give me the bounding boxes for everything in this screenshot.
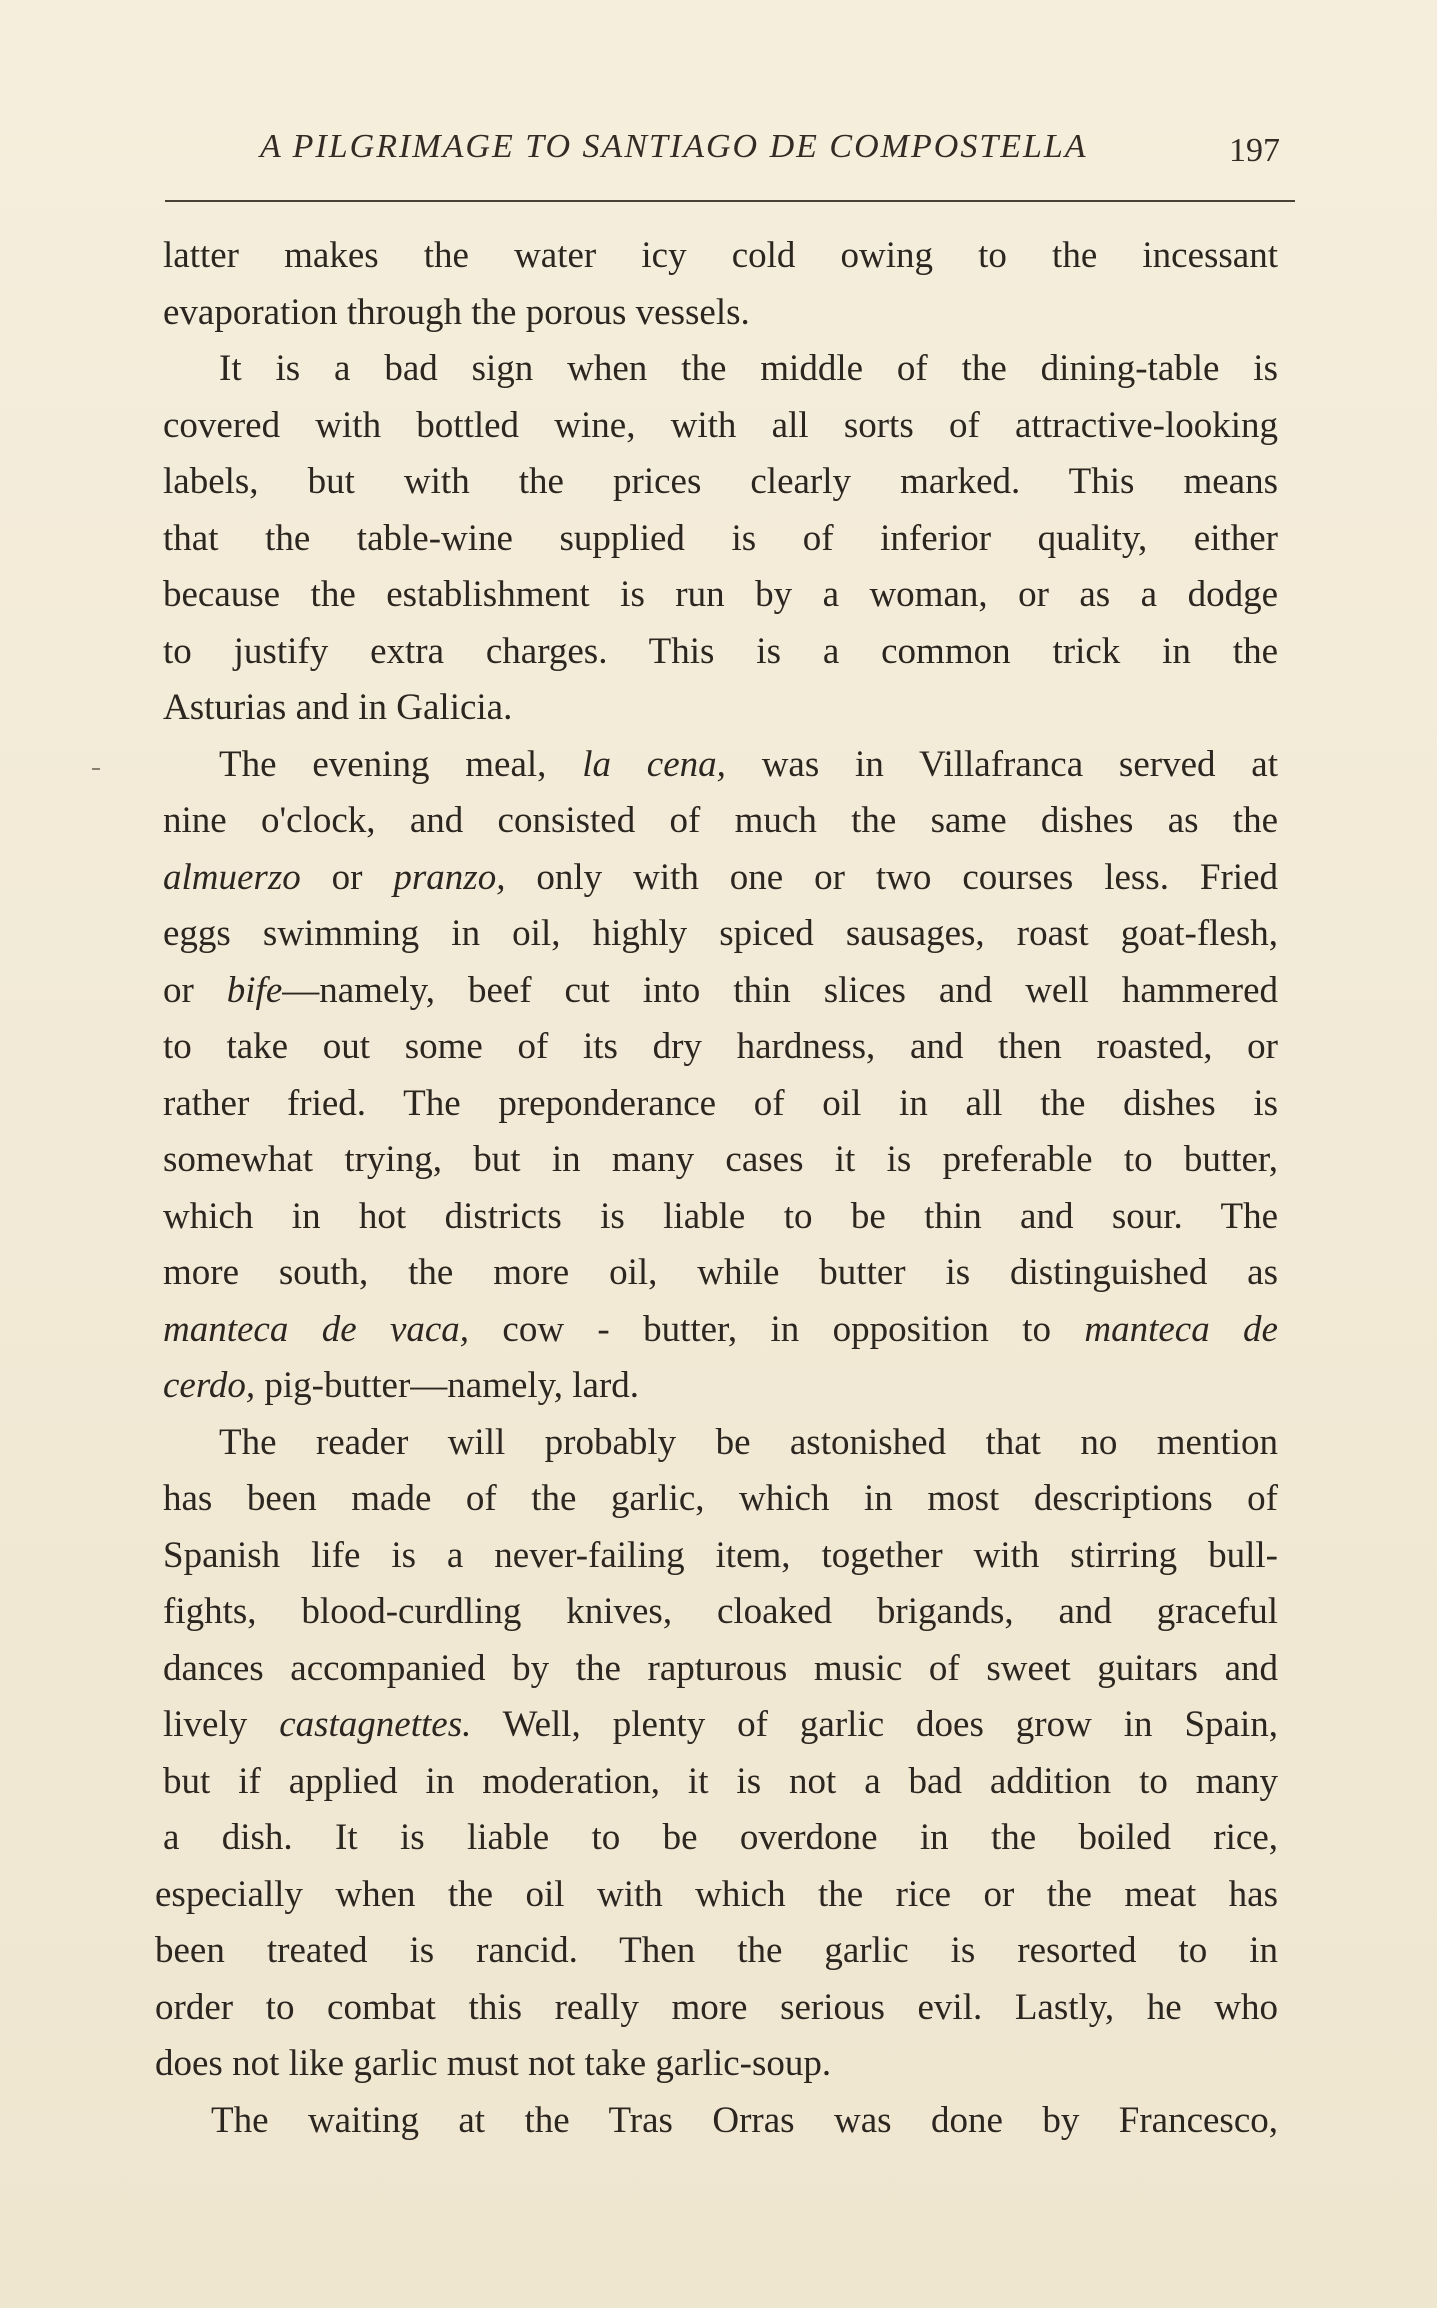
italic-term: bife (226, 969, 283, 1011)
text-line (163, 1358, 1278, 1415)
text-line: more south, the more oil, while butter is distinguished as (163, 1252, 1278, 1293)
text-line: latter makes the water icy cold owing to the incessant (163, 235, 1278, 276)
body-text (155, 228, 1278, 2149)
text-line: somewhat trying, but in many cases it is preferable to butter, (163, 1139, 1278, 1180)
text-line: to take out some of its dry hardness, and then roasted, or (163, 1026, 1278, 1067)
italic-term: manteca de vaca, (163, 1308, 470, 1350)
text-line: to justify extra charges. This is a common trick in the (163, 630, 1278, 672)
running-head (240, 128, 1280, 178)
text-line: has been made of the garlic, which in most descriptions of (163, 1478, 1278, 1519)
italic-term: almuerzo (163, 856, 301, 898)
text-line: been treated is rancid. Then the garlic is resorted to in (155, 1930, 1278, 1971)
text-line (163, 737, 1278, 794)
text-line: rather fried. The preponderance of oil in all the dishes is (163, 1082, 1278, 1124)
text-segment: —namely, beef cut into thin slices and well hammered (282, 969, 1278, 1011)
text-line: fights, blood-curdling knives, cloaked brigands, and graceful (163, 1591, 1278, 1632)
page-number: 197 (1229, 132, 1280, 169)
text-line: a dish. It is liable to be overdone in the boiled rice, (163, 1817, 1278, 1858)
text-line: The waiting at the Tras Orras was done by Francesco, (211, 2099, 1278, 2141)
text-line (163, 1697, 1278, 1754)
margin-mark (92, 768, 100, 770)
text-line (163, 963, 1278, 1020)
running-title: A PILGRIMAGE TO SANTIAGO DE COMPOSTELLA (260, 128, 1088, 165)
text-line: Spanish life is a never-failing item, together with stirring bull- (163, 1534, 1278, 1576)
italic-term: la cena, (582, 743, 726, 785)
text-line: because the establishment is run by a woman, or as a dodge (163, 574, 1278, 615)
header-rule (165, 200, 1295, 202)
text-segment: or (163, 969, 227, 1011)
text-line: dances accompanied by the rapturous music of sweet guitars and (163, 1647, 1278, 1689)
text-line: covered with bottled wine, with all sorts of attractive-looking (163, 404, 1278, 446)
text-segment: or (300, 856, 394, 898)
text-segment: cow - butter, in opposition to (469, 1308, 1085, 1350)
text-line: especially when the oil with which the rice or the meat has (155, 1873, 1278, 1915)
text-line: nine o'clock, and consisted of much the same dishes as the (163, 800, 1278, 841)
text-segment: The evening meal, (219, 743, 583, 785)
text-segment: only with one or two courses less. Fried (505, 856, 1278, 898)
text-segment: was in Villafranca served at (725, 743, 1278, 785)
text-line: but if applied in moderation, it is not a bad addition to many (163, 1760, 1278, 1802)
text-segment: lively (163, 1704, 280, 1745)
text-line: order to combat this really more serious evil. Lastly, he who (155, 1986, 1278, 2028)
text-line (163, 1302, 1278, 1359)
text-line: Asturias and in Galicia. (163, 687, 513, 728)
text-line: eggs swimming in oil, highly spiced sausages, roast goat-flesh, (163, 913, 1278, 954)
text-line: that the table-wine supplied is of inferior quality, either (163, 517, 1278, 559)
italic-term: manteca de (1084, 1308, 1278, 1350)
text-segment: Well, plenty of garlic does grow in Spain, (471, 1704, 1278, 1745)
text-line: The reader will probably be astonished that no mention (219, 1421, 1278, 1463)
text-line: which in hot districts is liable to be thin and sour. The (163, 1195, 1278, 1237)
italic-term: pranzo, (393, 856, 506, 898)
text-line: evaporation through the porous vessels. (163, 291, 750, 333)
text-line: does not like garlic must not take garlic-soup. (155, 2043, 832, 2084)
text-line (163, 850, 1278, 907)
italic-term: cerdo, (163, 1365, 256, 1406)
italic-term: castagnettes. (279, 1704, 472, 1745)
text-line: It is a bad sign when the middle of the dining-table is (219, 348, 1278, 389)
text-segment: pig-butter—namely, lard. (255, 1365, 640, 1406)
text-line: labels, but with the prices clearly marked. This means (163, 461, 1278, 502)
